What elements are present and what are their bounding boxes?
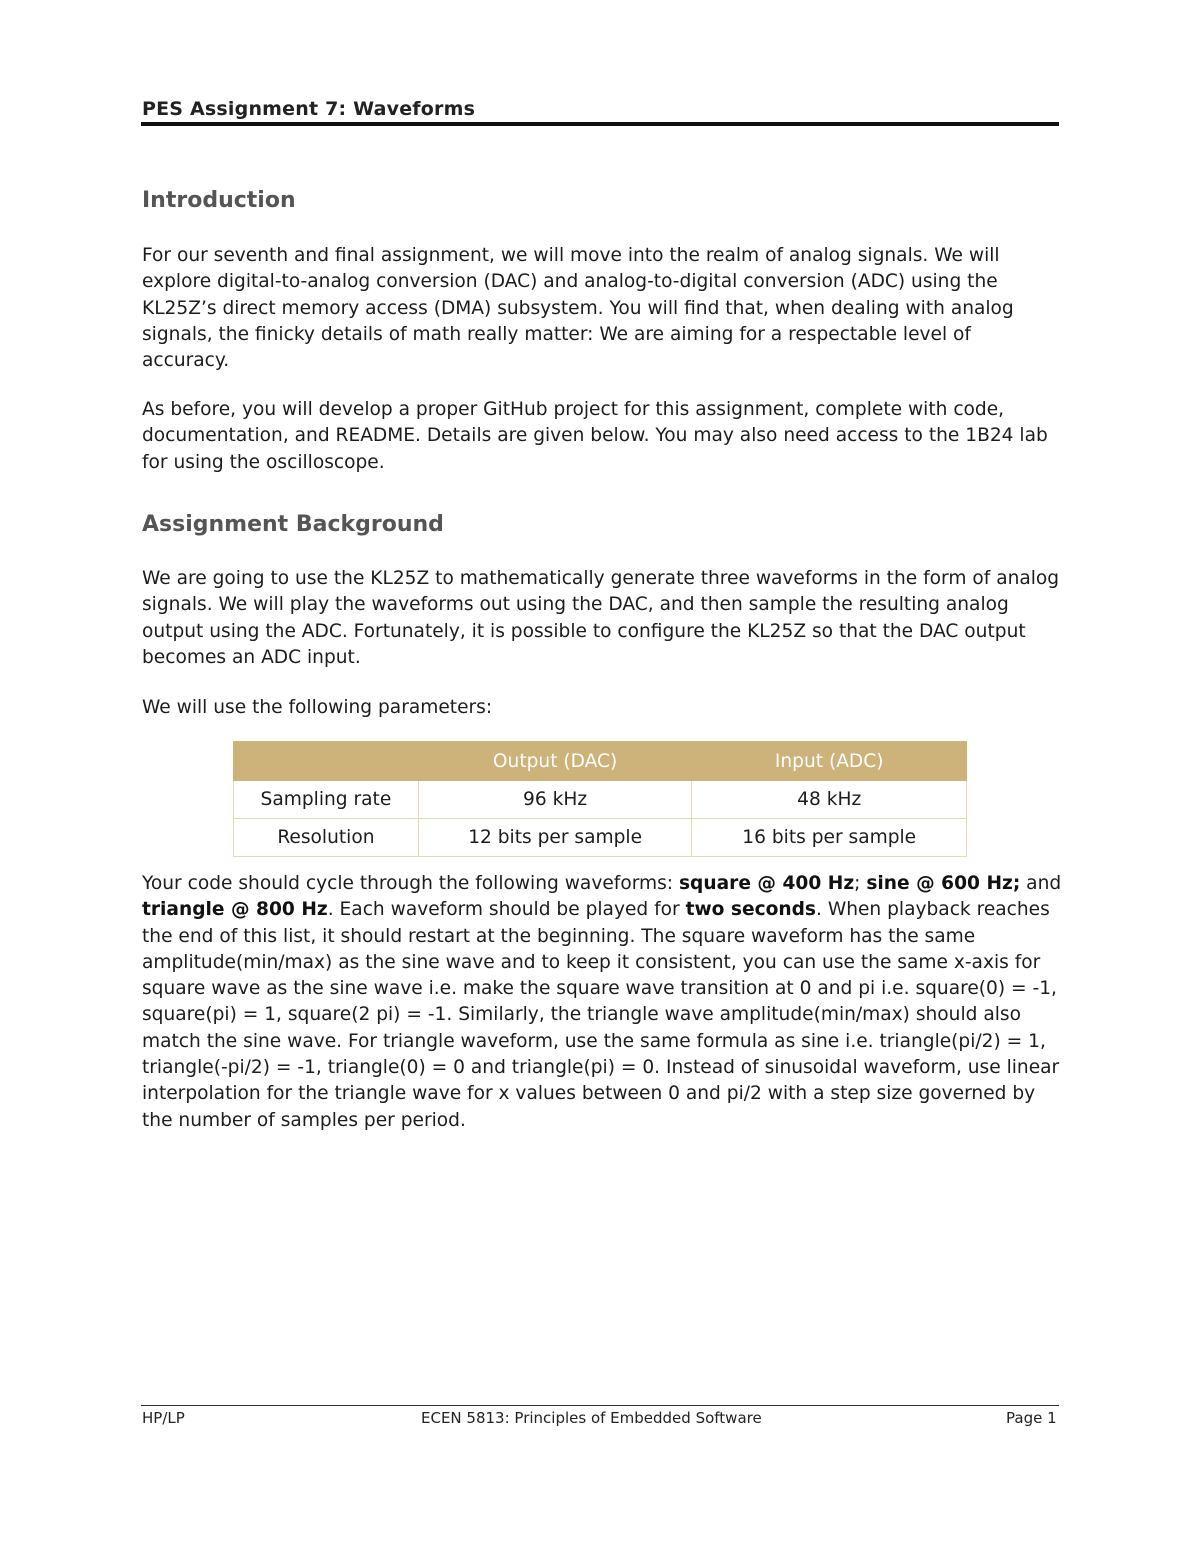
text-run: and [1020, 873, 1062, 894]
text-run: . When playback reaches the end of this list, it should restart at the beginning. The square waveform has the same amplitude(min/max) as the sine wave and to keep it consistent, you can use the same x-axis for square wave as the sine wave i.e. make the square wave transition at 0 and pi i.e. square(0) = -1, square(pi) = 1, square(2 pi) = -1. Similarly, the triangle wave amplitude(min/max) should also match the sine wave. For triangle waveform, use the same formula as sine i.e. triangle(pi/2) = 1, triangle(-pi/2) = -1, triangle(0) = 0 and triangle(pi) = 0. Instead of sinusoidal waveform, use linear interpolation for the triangle wave for x values between 0 and pi/2 with a step size governed by the number of samples per period. [142, 899, 1060, 1131]
table-cell: Resolution [234, 819, 419, 857]
bold-run: sine @ 600 Hz; [866, 873, 1021, 894]
table-header-row [234, 742, 967, 781]
footer-page-number: Page 1 [1006, 1409, 1057, 1427]
table-header-cell: Output (DAC) [418, 742, 692, 781]
text-run: ; [854, 873, 867, 894]
table-header-cell: Input (ADC) [692, 742, 967, 781]
background-paragraph-1: We are going to use the KL25Z to mathematically generate three waveforms in the form of analog signals. We will play the waveforms out using the DAC, and then sample the resulting analog output using the ADC. Fortunately, it is possible to configure the KL25Z so that the DAC output becomes an ADC input. [142, 568, 1060, 668]
page-header-title: PES Assignment 7: Waveforms [142, 98, 476, 120]
intro-paragraph-1: For our seventh and final assignment, we will move into the realm of analog signals. We will explore digital-to-analog conversion (DAC) and analog-to-digital conversion (ADC) using the KL25Z’s direct memory access (DMA) subsystem. You will find that, when dealing with analog signals, the finicky details of math really matter: We are aiming for a respectable level of accuracy. [142, 245, 1014, 372]
table-cell: Sampling rate [234, 781, 419, 819]
table-cell: 16 bits per sample [692, 819, 967, 857]
footer-center: ECEN 5813: Principles of Embedded Software [421, 1409, 762, 1427]
background-paragraph-2: We will use the following parameters: [142, 697, 493, 718]
bold-run: square @ 400 Hz [678, 873, 855, 894]
header-rule [141, 122, 1059, 126]
table-cell: 96 kHz [418, 781, 692, 819]
intro-paragraph-2: As before, you will develop a proper GitHub project for this assignment, complete with code, documentation, and README. Details are given below. You may also need access to the 1B24 lab for using the oscilloscope. [142, 399, 1048, 473]
bold-run: two seconds [685, 899, 816, 921]
table-header-cell [234, 742, 419, 781]
table-row [234, 819, 967, 857]
text-run: . Each waveform should be played for [327, 899, 686, 921]
bold-run: triangle @ 800 Hz [142, 899, 328, 921]
table-cell: 12 bits per sample [418, 819, 692, 857]
table-row [234, 781, 967, 819]
intro-heading: Introduction [142, 188, 296, 213]
table-cell: 48 kHz [692, 781, 967, 819]
background-heading: Assignment Background [142, 512, 444, 537]
parameters-table [233, 741, 967, 857]
footer-left: HP/LP [142, 1409, 185, 1427]
text-run: Your code should cycle through the following waveforms: [142, 873, 679, 894]
footer-rule [141, 1405, 1059, 1406]
background-paragraph-3 [142, 871, 1062, 1134]
